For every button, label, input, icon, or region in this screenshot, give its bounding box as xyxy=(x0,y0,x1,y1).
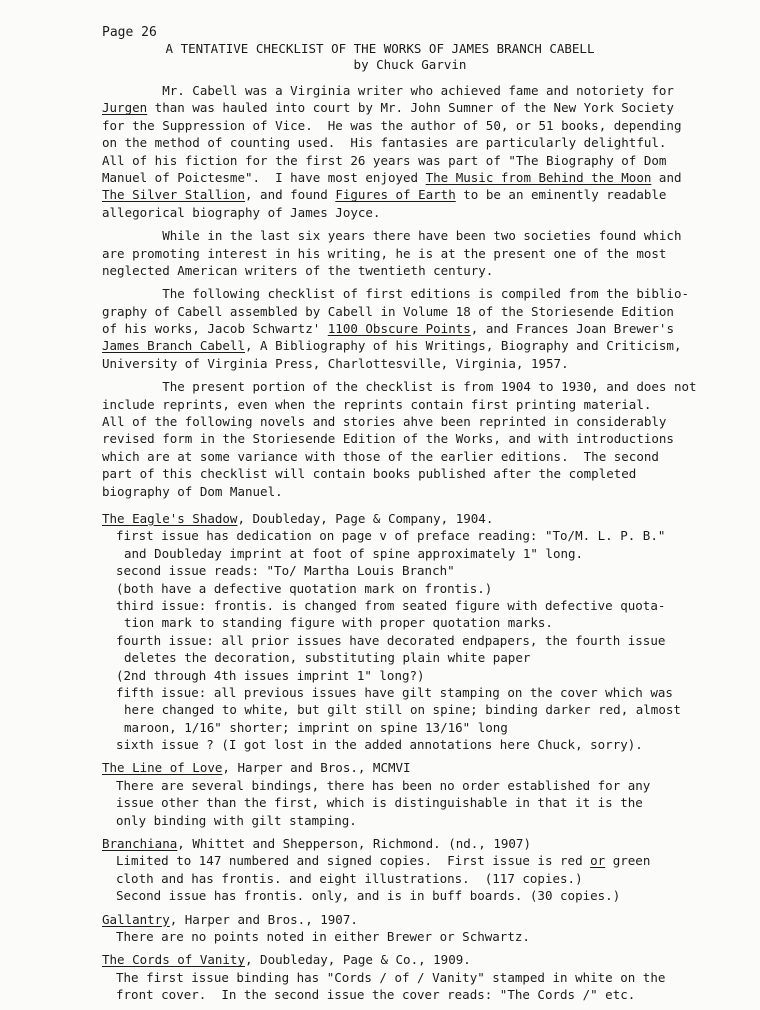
entry-branchiana xyxy=(102,835,651,905)
book-title: Jurgen xyxy=(102,100,148,116)
text-line: biography of Dom Manuel. xyxy=(102,483,283,499)
text-line: University of Virginia Press, Charlottesville, Virginia, 1957. xyxy=(102,355,569,371)
text-line: are promoting interest in his writing, he is at the present one of the most xyxy=(102,245,667,261)
text-span: Limited to 147 numbered and signed copies. First issue is red xyxy=(116,853,591,869)
book-title: 1100 Obscure Points xyxy=(327,321,471,337)
text-line xyxy=(102,320,674,337)
book-title: The Music from Behind the Moon xyxy=(425,169,652,185)
text-line: Second issue has frontis. only, and is in buff boards. (30 copies.) xyxy=(116,888,621,904)
text-line: for the Suppression of Vice. He was the author of 50, or 51 books, depending xyxy=(102,117,682,133)
text-line: The first issue binding has "Cords / of / Vanity" stamped in white on the xyxy=(116,969,666,985)
book-title: The Eagle's Shadow xyxy=(102,510,238,526)
text-line: All of the following novels and stories ahve been reprinted in considerably xyxy=(102,414,667,430)
text-line: There are no points noted in either Brewer or Schwartz. xyxy=(116,928,530,944)
text-span: than was hauled into court by Mr. John Sumner of the New York Society xyxy=(147,100,674,116)
text-span: , A Bibliography of his Writings, Biography and Criticism, xyxy=(245,338,682,354)
text-line: include reprints, even when the reprints contain first printing material. xyxy=(102,396,652,412)
entry-heading xyxy=(102,759,642,776)
text-line: here changed to white, but gilt still on spine; binding darker red, almost xyxy=(124,702,681,718)
publisher-info: , Harper and Bros., MCMVI xyxy=(222,760,411,776)
entry-eagles-shadow xyxy=(102,510,681,753)
text-line: on the method of counting used. His fantasies are particularly delightful. xyxy=(102,135,667,151)
text-line: third issue: frontis. is changed from seated figure with defective quota- xyxy=(116,597,666,613)
book-title: The Cords of Vanity xyxy=(102,952,245,968)
entry-cords-of-vanity xyxy=(102,951,666,1003)
byline: by Chuck Garvin xyxy=(353,57,467,72)
underlined-word: or xyxy=(590,853,606,869)
text-line: (2nd through 4th issues imprint 1" long?) xyxy=(116,667,425,683)
text-line: which are at some variance with those of the earlier editions. The second xyxy=(102,448,659,464)
text-span: of his works, Jacob Schwartz' xyxy=(102,321,328,337)
publisher-info: , Whittet and Shepperson, Richmond. (nd., 1907) xyxy=(177,836,531,852)
text-line: first issue has dedication on page v of preface reading: "To/M. L. P. B." xyxy=(116,528,666,544)
text-span: green xyxy=(605,853,651,869)
text-line: The present portion of the checklist is from 1904 to 1930, and does not xyxy=(102,379,697,395)
publisher-info: , Doubleday, Page & Co., 1909. xyxy=(245,952,471,968)
entry-heading xyxy=(102,510,642,527)
text-line: graphy of Cabell assembled by Cabell in Volume 18 of the Storiesende Edition xyxy=(102,303,674,319)
text-line: There are several bindings, there has been no order established for any xyxy=(116,777,651,793)
text-line: allegorical biography of James Joyce. xyxy=(102,204,381,220)
book-title: Branchiana xyxy=(102,836,178,852)
text-span: to be an eminently readable xyxy=(455,187,667,203)
text-line: front cover. In the second issue the cover reads: "The Cords /" etc. xyxy=(116,987,636,1003)
text-line: neglected American writers of the twentieth century. xyxy=(102,262,494,278)
book-title: James Branch Cabell xyxy=(102,338,245,354)
text-span: Manuel of Poictesme". I have most enjoyed xyxy=(102,169,426,185)
paragraph-societies xyxy=(102,227,682,279)
text-span: , and found xyxy=(245,187,336,203)
book-title: Figures of Earth xyxy=(335,187,456,203)
text-line: tion mark to standing figure with proper quotation marks. xyxy=(124,615,553,631)
text-line: and Doubleday imprint at foot of spine approximately 1" long. xyxy=(124,545,584,561)
entry-line-of-love xyxy=(102,759,651,829)
text-line: deletes the decoration, substituting plain white paper xyxy=(124,650,531,666)
text-line: part of this checklist will contain books published after the completed xyxy=(102,466,637,482)
text-span: , and Frances Joan Brewer's xyxy=(470,321,674,337)
text-span: and xyxy=(651,169,682,185)
publisher-info: , Harper and Bros., 1907. xyxy=(169,911,358,927)
paragraph-intro xyxy=(102,82,682,221)
text-line xyxy=(102,99,674,116)
text-line: fifth issue: all previous issues have gilt stamping on the cover which was xyxy=(116,684,673,700)
entry-gallantry xyxy=(102,911,642,946)
entry-heading xyxy=(102,951,642,968)
book-title: The Silver Stallion xyxy=(102,187,245,203)
document-body xyxy=(102,82,697,1010)
paragraph-sources xyxy=(102,285,689,372)
text-line xyxy=(102,169,682,186)
entry-heading xyxy=(102,911,642,928)
paragraph-scope xyxy=(102,378,697,500)
page-number: Page 26 xyxy=(102,25,157,40)
text-line: maroon, 1/16" shorter; imprint on spine 13/16" long xyxy=(124,719,508,735)
text-line xyxy=(102,852,651,869)
entry-heading xyxy=(102,835,642,852)
text-line xyxy=(102,186,667,203)
text-line: All of his fiction for the first 26 years was part of "The Biography of Dom xyxy=(102,152,667,168)
text-line xyxy=(102,337,682,354)
book-title: Gallantry xyxy=(102,911,170,927)
publisher-info: , Doubleday, Page & Company, 1904. xyxy=(237,510,494,526)
text-line: revised form in the Storiesende Edition of the Works, and with introductions xyxy=(102,431,674,447)
text-line: cloth and has frontis. and eight illustrations. (117 copies.) xyxy=(116,870,583,886)
text-line: fourth issue: all prior issues have decorated endpapers, the fourth issue xyxy=(116,632,666,648)
text-line: The following checklist of first editions is compiled from the biblio- xyxy=(102,286,689,302)
book-title: The Line of Love xyxy=(102,760,223,776)
text-line: only binding with gilt stamping. xyxy=(116,812,357,828)
text-line: second issue reads: "To/ Martha Louis Branch" xyxy=(116,563,455,579)
text-line: Mr. Cabell was a Virginia writer who achieved fame and notoriety for xyxy=(102,83,674,98)
text-line: sixth issue ? (I got lost in the added annotations here Chuck, sorry). xyxy=(116,737,643,753)
document-title: A TENTATIVE CHECKLIST OF THE WORKS OF JAMES BRANCH CABELL xyxy=(165,41,595,56)
text-line: (both have a defective quotation mark on frontis.) xyxy=(116,580,493,596)
text-line: issue other than the first, which is distinguishable in that it is the xyxy=(116,795,643,811)
text-line: While in the last six years there have been two societies found which xyxy=(102,228,682,244)
